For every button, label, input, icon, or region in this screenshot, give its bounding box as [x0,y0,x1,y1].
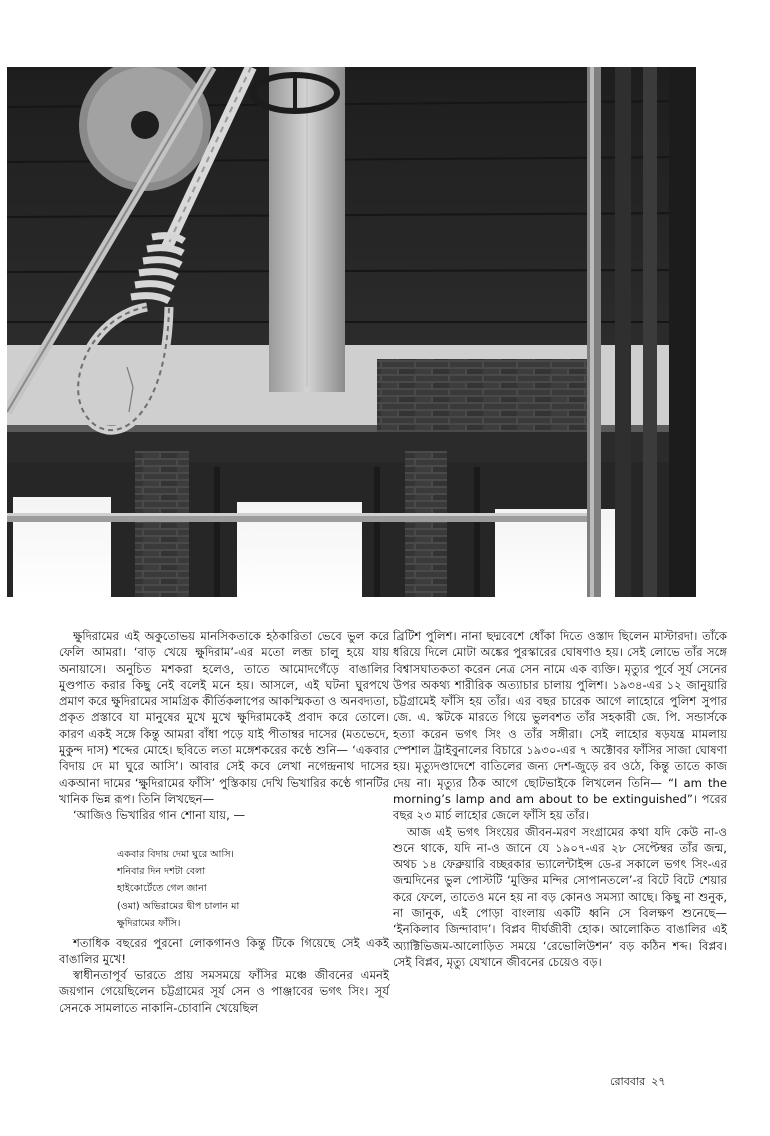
article-right-column [393,628,727,970]
page-footer [610,1073,666,1092]
folk-song-verse [117,846,389,933]
article-left-column [59,628,389,1016]
verse-line: ক্ষুদিরামের ফাঁসি। [117,918,181,930]
verse-line: শনিবার দিন দশটা বেলা [117,865,206,877]
article-paragraph: ক্ষুদিরামের এই অকুতোভয় মানসিকতাকে হঠকারিতা ভেবে ভুল করে ফেলি আমরা। ‘বাড় খেয়ে ক্ষুদিরাম’-এর মতো লব্জ চালু হয়ে যায় অনায়াসে। অনুচিত মশকরা হলেও, তাতে আমোদগেঁড়ে বাঙালির মুণ্ডপাত করার কিছু নেই বলেই মনে হয়। আসলে, এই ঘটনা ঘুরপথে প্রমাণ করে ক্ষুদিরামের সামগ্রিক কীর্তিকলাপের আকস্মিকতা ও অনবদ্যতা, প্রকৃত প্রস্তাবে যা মানুষের মুখে মুখে ক্ষুদিরামকেই প্রবাদ করে তোলে। কারণ একই সঙ্গে কিন্তু আমরা বাঁধা পড়ে যাই পীতাম্বর দাসের (মতভেদে, মুকুন্দ দাস) শব্দের মোহে। ছবিতে লতা মঙ্গেশকরের কণ্ঠে শুনি— ‘একবার বিদায় দে মা ঘুরে আসি’। আবার সেই কবে লেখা নগেন্দ্রনাথ দাসের একআনা দামের ‘ক্ষুদিরামের ফাঁসি’ পুস্তিকায় দেখি ভিখারির কণ্ঠে গানটির খানিক ভিন্ন রূপ। তিনি লিখছেন— [59,629,389,806]
section-name: রোববার [610,1075,646,1088]
noose-photograph [7,67,696,597]
article-paragraph: স্বাধীনতাপূর্ব ভারতে প্রায় সমসময়ে ফাঁসির মঞ্চে জীবনের এমনই জয়গান গেয়েছিলেন চট্টগ্রামের সূর্য সেন ও পাঞ্জাবের ভগৎ সিং। সূর্য সেনকে সামলাতে নাকানি-চোবানি খেয়েছিল [59,968,389,1015]
article-paragraph: ব্রিটিশ পুলিশ। নানা ছদ্মবেশে ধোঁকা দিতে ওস্তাদ ছিলেন মাস্টারদা। তাঁকে ধরিয়ে দিলে মোটা অঙ্কের পুরস্কারের ঘোষণাও হয়। সেই লোভে তাঁর সঙ্গে বিশ্বাসঘাতকতা করেন নেত্র সেন নামে এক ব্যক্তি। মৃত্যুর পূর্বে সূর্য সেনের উপর অকথ্য শারীরিক অত্যাচার চালায় পুলিশ। ১৯৩৪-এর ১২ জানুয়ারি চট্টগ্রামেই ফাঁসি হয় তাঁর। এর বছর চারেক আগে লাহোরে পুলিশ সুপার জে. এ. স্কটকে মারতে গিয়ে ভুলবশত তাঁর সহকারী জে. পি. সন্ডার্সকে হত্যা করেন ভগৎ সিং ও তাঁর সঙ্গীরা। সেই লাহোর ষড়যন্ত্র মামলায় স্পেশাল ট্রাইবুনালের বিচারে ১৯৩০-এর ৭ অক্টোবর ফাঁসির সাজা ঘোষণা হয়। মৃত্যুদণ্ডাদেশে বাতিলের জন্য দেশ-জুড়ে রব ওঠে, কিন্তু তাতে কাজ দেয় না। মৃত্যুর ঠিক আগে ছোটভাইকে লিখলেন তিনি— “I am the morning’s lamp and am about to be extinguished”। পরের বছর ২৩ মার্চ লাহোর জেলে ফাঁসি হয় তাঁর। [393,629,727,823]
verse-line: (ওমা) অভিরামের দ্বীপ চালান মা [117,900,240,912]
verse-line: হাইকোর্টেতে গেল জানা [117,883,207,895]
article-paragraph: আজ এই ভগৎ সিংয়ের জীবন-মরণ সংগ্রামের কথা যদি কেউ না-ও শুনে থাকে, যদি না-ও জানে যে ১৯০৭-এর ২৮ সেপ্টেম্বর তাঁর জন্ম, অথচ ১৪ ফেব্রুয়ারি বচ্ছরকার ভ্যালেন্টাইন্স ডে-র সকালে ভগৎ সিং-এর জন্মদিনের ভুল পোস্টটি ‘মুক্তির মন্দির সোপানতলে’-র বিটে বিটে শেয়ার করে ফেলে, তাতেও মনে হয় না বড় কোনও সমস্যা আছে। কিছু না শুনুক, না জানুক, এই পোড়া বাংলায় একটি ধ্বনি সে বিলক্ষণ শুনেছে— ‘ইনকিলাব জিন্দাবাদ’। বিপ্লব দীর্ঘজীবী হোক। আলোকিত বাঙালির এই অ্যাক্টিভিজম-আলোড়িত সময়ে ‘রেভোলিউশন’ বড় কঠিন শব্দ। বিপ্লব। সেই বিপ্লব, মৃত্যু যেখানে জীবনের চেয়েও বড়। [393,824,727,969]
quote-intro: ‘আজিও ভিখারির গান শোনা যায়, — [73,808,246,823]
article-paragraph: শতাধিক বছরের পুরনো লোকগানও কিন্তু টিকে গিয়েছে সেই একই বাঙালির মুখে! [59,935,389,966]
verse-line: একবার বিদায় দেমা ঘুরে আসি। [117,848,234,860]
page-number: ২৭ [651,1075,666,1088]
